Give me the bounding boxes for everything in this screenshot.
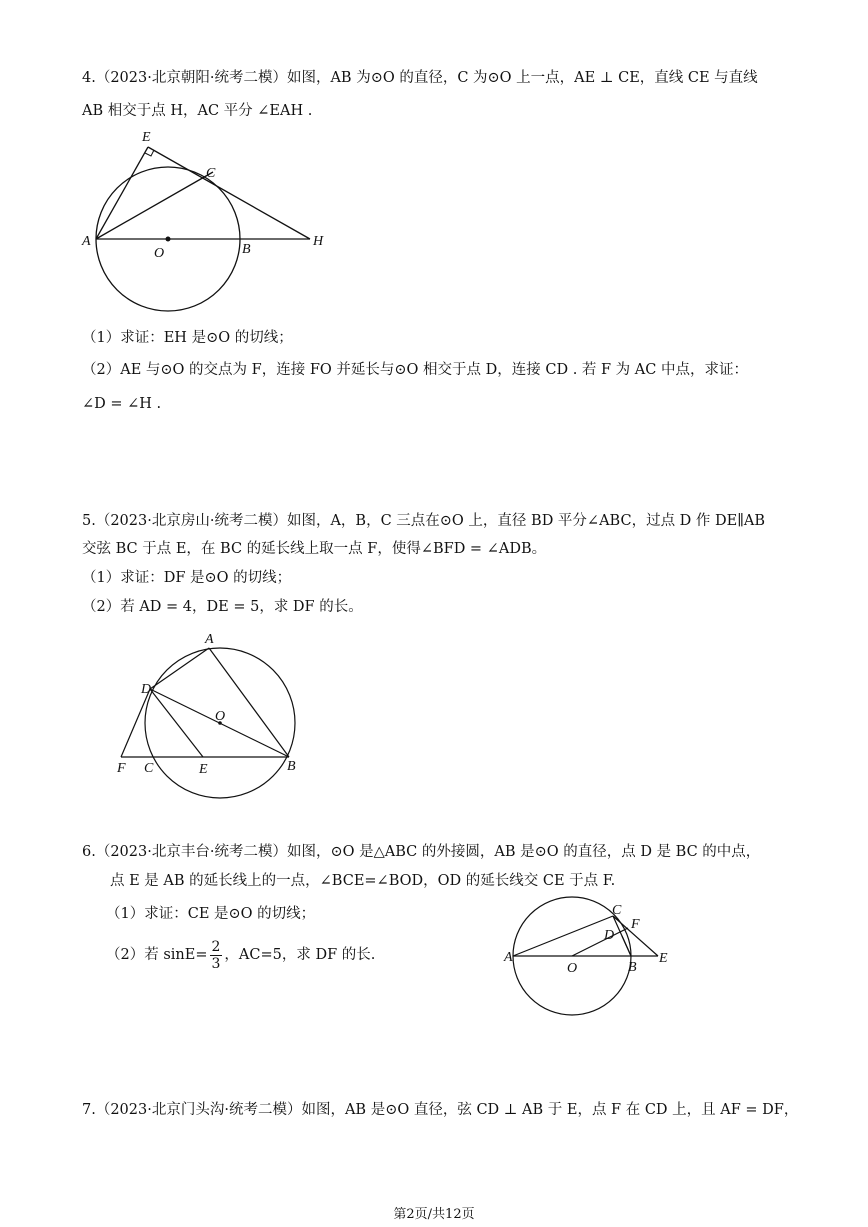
p5-label-O: O (215, 709, 226, 724)
p6-fraction (210, 939, 223, 972)
p6-line-2: 点 E 是 AB 的延长线上的一点，∠BCE=∠BOD，OD 的延长线交 CE 于点 F. (110, 873, 616, 889)
p4-label-A: A (82, 234, 91, 249)
p6-line-1: 6.（2023·北京丰台·统考二模）如图，⊙O 是△ABC 的外接圆，AB 是⊙O 的直径，点 D 是 BC 的中点， (82, 844, 761, 860)
p4-line-AE (96, 147, 148, 239)
p6-frac-denominator: 3 (211, 955, 221, 972)
p4-line-1: 4.（2023·北京朝阳·统考二模）如图，AB 为⊙O 的直径，C 为⊙O 上一点，AE ⊥ CE，直线 CE 与直线 (82, 70, 758, 86)
p4-line-AC (96, 172, 213, 239)
p6-label-D: D (604, 928, 615, 943)
p6-label-A: A (504, 950, 513, 965)
p5-line-1: 5.（2023·北京房山·统考二模）如图，A，B，C 三点在⊙O 上，直径 BD 平分∠ABC，过点 D 作 DE∥AB (82, 513, 766, 529)
p4-label-E: E (142, 130, 151, 145)
p4-q2-cont: ∠D = ∠H . (82, 396, 162, 412)
p6-q2-start: （2）若 sinE= (106, 947, 208, 963)
p5-line-DE (150, 689, 203, 757)
p4-figure (80, 125, 340, 315)
p4-label-O: O (154, 246, 165, 261)
p5-label-D: D (141, 682, 152, 697)
p4-q1: （1）求证：EH 是⊙O 的切线； (82, 330, 293, 346)
p6-label-F: F (631, 917, 640, 932)
p6-line-OF (572, 928, 628, 956)
p5-q1: （1）求证：DF 是⊙O 的切线； (82, 570, 292, 586)
page-footer: 第2页/共12页 (393, 1207, 475, 1222)
p5-line-DA (150, 648, 209, 689)
p5-line-DF (121, 689, 150, 757)
p5-label-B: B (287, 759, 296, 774)
p6-label-E: E (659, 951, 668, 966)
p4-q2: （2）AE 与⊙O 的交点为 F，连接 FO 并延长与⊙O 相交于点 D，连接 CD . 若 F 为 AC 中点，求证： (82, 362, 748, 378)
p5-label-C: C (144, 761, 154, 776)
p5-label-F: F (117, 761, 126, 776)
p5-label-E: E (199, 762, 208, 777)
p4-line-2: AB 相交于点 H，AC 平分 ∠EAH . (82, 103, 313, 119)
p6-q2 (106, 935, 375, 975)
p4-line-EH (148, 147, 310, 239)
p6-label-B: B (628, 960, 637, 975)
p6-label-O: O (567, 961, 578, 976)
p6-q2-end: ，AC=5，求 DF 的长. (224, 947, 376, 963)
p5-q2: （2）若 AD = 4，DE = 5，求 DF 的长。 (82, 599, 363, 615)
p4-label-H: H (313, 234, 324, 249)
p6-frac-numerator: 2 (211, 938, 221, 955)
p4-label-C: C (206, 166, 216, 181)
p6-figure (500, 895, 680, 1020)
p6-q1: （1）求证：CE 是⊙O 的切线； (106, 906, 316, 922)
p4-label-B: B (242, 242, 251, 257)
p6-label-C: C (612, 903, 622, 918)
p5-line-AB (209, 648, 289, 757)
p5-line-2: 交弦 BC 于点 E，在 BC 的延长线上取一点 F，使得∠BFD = ∠ADB。 (82, 541, 547, 557)
p5-figure (110, 630, 310, 805)
p4-center-dot (166, 237, 171, 242)
p6-line-AC (513, 916, 613, 956)
p7-line-1: 7.（2023·北京门头沟·统考二模）如图，AB 是⊙O 直径，弦 CD ⊥ AB 于 E，点 F 在 CD 上，且 AF = DF， (82, 1102, 799, 1118)
p5-label-A: A (205, 632, 214, 647)
